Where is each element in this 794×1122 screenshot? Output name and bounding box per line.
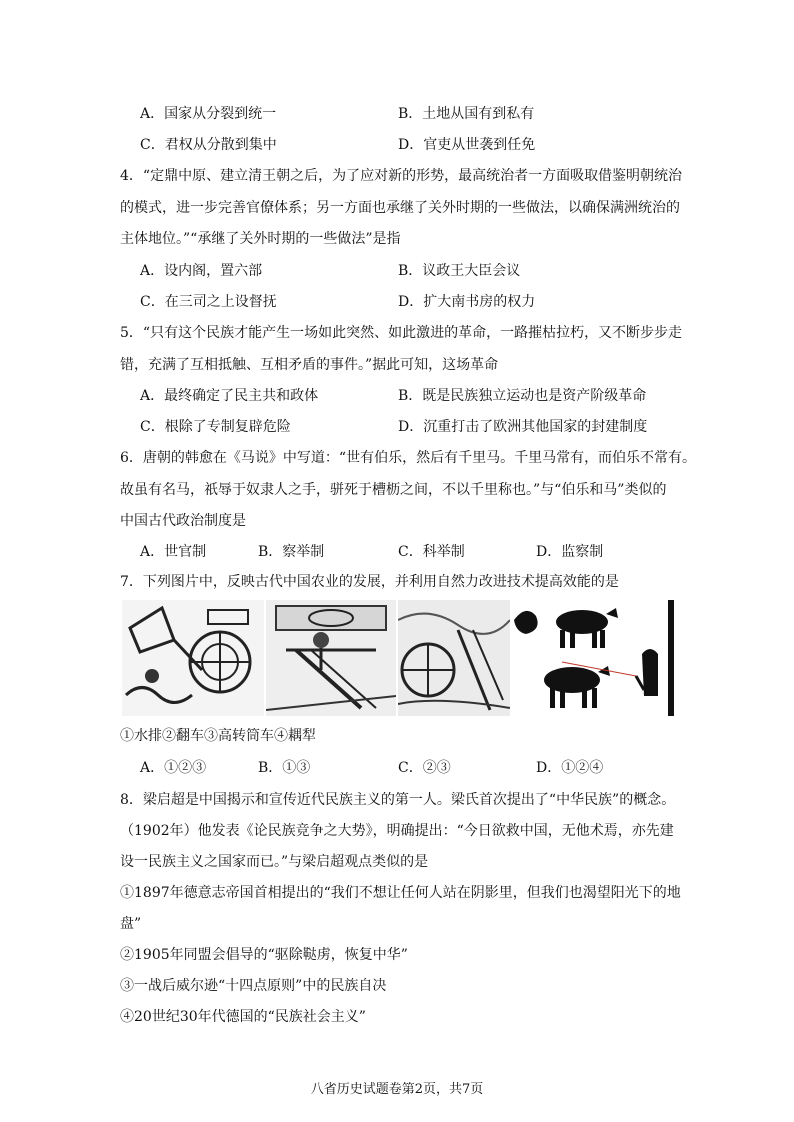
q6-option-d: D．监察制 xyxy=(536,544,604,560)
q4-stem-line1: 4．“定鼎中原、建立清王朝之后，为了应对新的形势，最高统治者一方面吸取借鉴明朝统治 xyxy=(120,168,683,184)
q5-option-c: C．根除了专制复辟危险 xyxy=(140,419,291,435)
water-hammer-illustration xyxy=(122,600,264,716)
q6-option-c: C．科举制 xyxy=(398,544,465,560)
q7-stem-line1: 7．下列图片中，反映古代中国农业的发展，并利用自然力改进技术提高效能的是 xyxy=(120,574,619,590)
q5-stem-line2: 错，充满了互相抵触、互相矛盾的事件。”据此可知，这场革命 xyxy=(120,357,499,373)
q4-stem-line3: 主体地位。”“承继了关外时期的一些做法”是指 xyxy=(120,231,401,247)
q8-item-4: ④20世纪30年代德国的“民族社会主义” xyxy=(120,1009,366,1025)
q6-stem-line3: 中国古代政治制度是 xyxy=(120,513,246,529)
page-footer: 八省历史试题卷第2页，共7页 xyxy=(310,1082,484,1097)
q3-option-b: B．土地从国有到私有 xyxy=(398,106,535,122)
q8-item-1-line2: 盘” xyxy=(120,916,142,932)
q8-item-1-line1: ①1897年德意志帝国首相提出的“我们不想让任何人站在阴影里，但我们也渴望阳光下的地 xyxy=(120,885,681,901)
q8-stem-line3: 设一民族主义之国家而已。”与梁启超观点类似的是 xyxy=(120,854,429,870)
q8-stem-line1: 8．梁启超是中国揭示和宣传近代民族主义的第一人。梁氏首次提出了“中华民族”的概念。 xyxy=(120,792,676,808)
q8-item-2: ②1905年同盟会倡导的“驱除鞑虏，恢复中华” xyxy=(120,947,408,963)
q4-option-c: C．在三司之上设督抚 xyxy=(140,294,277,310)
q8-stem-line2: （1902年）他发表《论民族竞争之大势》，明确提出：“今日欲救中国，无他术焉，亦先建 xyxy=(120,823,674,839)
q5-stem-line1: 5．“只有这个民族才能产生一场如此突然、如此激进的革命，一路摧枯拉朽，又不断步步走 xyxy=(120,325,683,341)
q4-option-b: B．议政王大臣会议 xyxy=(398,263,521,279)
q7-option-a: A．①②③ xyxy=(140,760,207,776)
q6-option-b: B．察举制 xyxy=(258,544,325,560)
q5-option-b: B．既是民族独立运动也是资产阶级革命 xyxy=(398,388,647,404)
q7-option-d: D．①②④ xyxy=(536,760,604,776)
high-rotating-tube-wheel-illustration xyxy=(398,600,510,716)
q8-item-3: ③一战后威尔逊“十四点原则”中的民族自决 xyxy=(120,978,387,994)
q4-option-a: A．设内阁，置六部 xyxy=(140,263,263,279)
q7-image-caption: ①水排②翻车③高转筒车④耦犁 xyxy=(120,728,316,744)
square-pallet-chain-pump-illustration xyxy=(266,600,396,716)
q6-stem-line1: 6．唐朝的韩愈在《马说》中写道：“世有伯乐，然后有千里马。千里马常有，而伯乐不常有。 xyxy=(120,450,697,466)
q7-option-c: C．②③ xyxy=(398,760,451,776)
q5-option-d: D．沉重打击了欧洲其他国家的封建制度 xyxy=(398,419,648,435)
q6-stem-line2: 故虽有名马，祇辱于奴隶人之手，骈死于槽枥之间，不以千里称也。”与“伯乐和马”类似的 xyxy=(120,482,667,498)
q3-option-c: C．君权从分散到集中 xyxy=(140,137,277,153)
q4-stem-line2: 的模式，进一步完善官僚体系；另一方面也承继了关外时期的一些做法，以确保满洲统治的 xyxy=(120,200,680,216)
q7-option-b: B．①③ xyxy=(258,760,311,776)
q3-option-d: D．官吏从世袭到任免 xyxy=(398,137,536,153)
q4-option-d: D．扩大南书房的权力 xyxy=(398,294,536,310)
q6-option-a: A．世官制 xyxy=(140,544,207,560)
ox-drawn-plough-illustration xyxy=(512,600,674,716)
q3-option-a: A．国家从分裂到统一 xyxy=(140,106,277,122)
q5-option-a: A．最终确定了民主共和政体 xyxy=(140,388,319,404)
